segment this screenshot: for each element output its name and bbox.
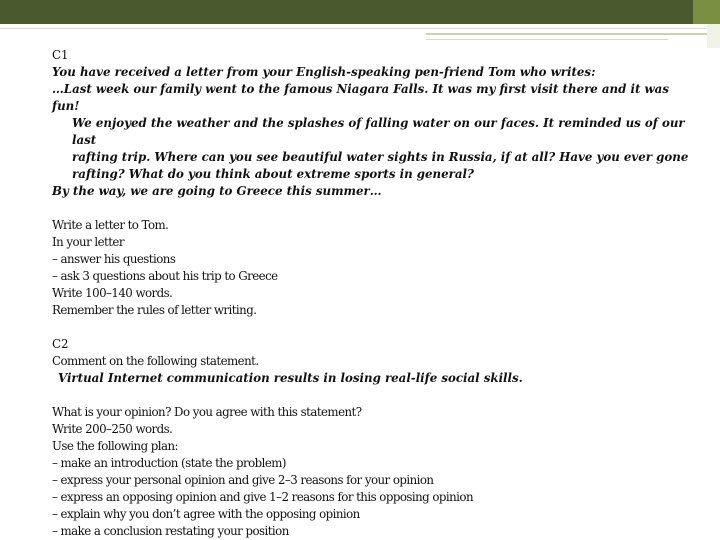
c1-task-line: – ask 3 questions about his trip to Greece xyxy=(52,269,278,283)
c1-task-line: Write a letter to Tom. xyxy=(52,218,169,232)
c2-task-line: – express your personal opinion and give 2–3 reasons for your opinion xyxy=(52,473,434,487)
c2-task-line: Write 200–250 words. xyxy=(52,422,173,436)
c1-letter-line: rafting trip. Where can you see beautiful water sights in Russia, if at all? Have you ever gone xyxy=(72,150,689,164)
c1-letter-line: rafting? What do you think about extreme sports in general? xyxy=(72,167,474,181)
c1-task-line: In your letter xyxy=(52,235,124,249)
c2-task-line: Use the following plan: xyxy=(52,439,178,453)
slide-header-bar xyxy=(0,0,720,24)
c1-letter-line: We enjoyed the weather and the splashes of falling water on our faces. It reminded us of our last xyxy=(72,116,685,147)
c2-task-line: – explain why you don’t agree with the opposing opinion xyxy=(52,507,360,521)
header-bar-dark xyxy=(0,0,693,24)
c2-task-line: – express an opposing opinion and give 1–2 reasons for this opposing opinion xyxy=(52,490,474,504)
c2-statement: Virtual Internet communication results in losing real-life social skills. xyxy=(58,371,523,385)
c1-label: C1 xyxy=(52,48,69,62)
header-bar-accent xyxy=(693,0,720,24)
c1-task-line: Write 100–140 words. xyxy=(52,286,173,300)
header-stripe xyxy=(426,39,668,40)
c2-task-line: – make an introduction (state the problem) xyxy=(52,456,286,470)
c1-intro: You have received a letter from your English-speaking pen-friend Tom who writes: xyxy=(52,65,596,79)
task-document xyxy=(52,47,692,540)
header-stripe xyxy=(426,33,720,35)
c1-letter-line: …Last week our family went to the famous Niagara Falls. It was my first visit there and it was fun! xyxy=(52,82,669,113)
header-stripe xyxy=(0,28,720,29)
c2-task-line: – make a conclusion restating your position xyxy=(52,524,289,538)
c1-task-line: Remember the rules of letter writing. xyxy=(52,303,257,317)
c1-letter-line: By the way, we are going to Greece this summer… xyxy=(52,184,382,198)
header-edge-block xyxy=(707,24,720,48)
c2-label: C2 xyxy=(52,337,69,351)
c2-prompt: Comment on the following statement. xyxy=(52,354,259,368)
c1-task-line: – answer his questions xyxy=(52,252,176,266)
c2-task-line: What is your opinion? Do you agree with this statement? xyxy=(52,405,362,419)
